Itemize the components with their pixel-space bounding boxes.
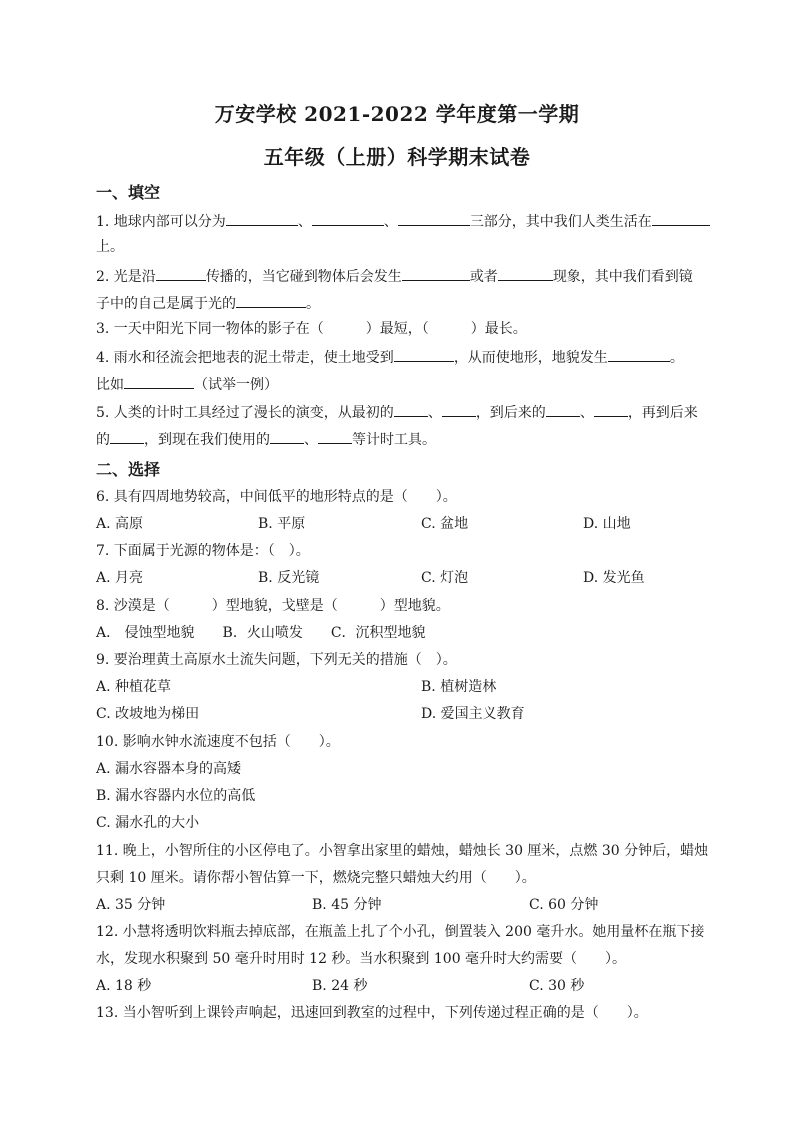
section-fill-heading: 一、填空: [96, 183, 161, 202]
option-b[interactable]: B. 植树造林: [421, 679, 497, 695]
question-4-cont-end: （试举一例）: [194, 377, 278, 393]
option-d[interactable]: D. 爱国主义教育: [421, 706, 525, 722]
question-4-text-2: ，从而使地形，地貌发生: [453, 350, 608, 366]
option-a[interactable]: A. 月亮: [96, 570, 144, 586]
option-c[interactable]: C. 漏水孔的大小: [96, 815, 200, 831]
question-2-cont: [96, 293, 700, 313]
option-c[interactable]: C. 30 秒: [529, 978, 585, 994]
question-12: 12. 小慧将透明饮料瓶去掉底部，在瓶盖上扎了个小孔，倒置装入 200 毫升水。她用量杯在瓶下接: [96, 924, 705, 940]
question-1-cont: 上。: [96, 239, 124, 255]
option-a[interactable]: A. 18 秒: [96, 978, 152, 994]
question-5-cont-text: 的: [96, 432, 110, 448]
question-2-text-2: 传播的，当它碰到物体后会发生: [205, 269, 402, 285]
answer-blank[interactable]: [236, 293, 306, 308]
question-13: 13. 当小智听到上课铃声响起，迅速回到教室的过程中，下列传递过程正确的是（ ）。: [96, 1005, 648, 1021]
page-subtitle: 五年级（上册）科学期末试卷: [263, 145, 531, 169]
option-b[interactable]: B. 平原: [258, 516, 306, 532]
option-c[interactable]: C. 盆地: [421, 516, 469, 532]
option-b[interactable]: B. 反光镜: [258, 570, 320, 586]
question-2-cont-end: 。: [306, 296, 320, 312]
question-5-sep: 、: [427, 405, 442, 421]
answer-blank[interactable]: [402, 266, 470, 281]
question-5-cont-text-2: ，到现在我们使用的: [144, 432, 270, 448]
answer-blank[interactable]: [124, 374, 194, 389]
answer-blank[interactable]: [226, 211, 298, 226]
answer-blank[interactable]: [110, 429, 144, 444]
option-b[interactable]: B. 45 分钟: [312, 897, 382, 913]
answer-blank[interactable]: [394, 347, 454, 362]
page-title: 万安学校 2021-2022 学年度第一学期: [214, 102, 580, 126]
question-2-text-4: 现象，其中我们看到镜: [552, 269, 693, 285]
question-5-cont-end: 等计时工具。: [352, 432, 436, 448]
answer-blank[interactable]: [394, 402, 428, 417]
question-5-cont-sep: 、: [304, 432, 318, 448]
option-c[interactable]: C. 灯泡: [421, 570, 469, 586]
option-d[interactable]: D. 山地: [583, 516, 631, 532]
question-2-text-3: 或者: [469, 269, 498, 285]
question-4-end: 。: [669, 350, 684, 366]
question-5: [96, 402, 700, 422]
answer-blank[interactable]: [594, 402, 628, 417]
answer-blank[interactable]: [608, 347, 670, 362]
question-4-cont: [96, 374, 700, 394]
option-a[interactable]: A. 高原: [96, 516, 144, 532]
option-a[interactable]: A. 种植花草: [96, 679, 172, 695]
question-5-text-3: ，再到后来: [627, 405, 698, 421]
question-10: 10. 影响水钟水流速度不包括（ ）。: [96, 734, 340, 750]
answer-blank[interactable]: [442, 402, 476, 417]
question-4-text: 4. 雨水和径流会把地表的泥土带走，使土地受到: [96, 350, 394, 366]
answer-blank[interactable]: [398, 211, 470, 226]
option-c[interactable]: C. 改坡地为梯田: [96, 706, 200, 722]
question-2-text: 2. 光是沿: [96, 269, 156, 285]
question-7: 7. 下面属于光源的物体是：（ ）。: [96, 543, 310, 559]
answer-blank[interactable]: [156, 266, 206, 281]
answer-blank[interactable]: [546, 402, 580, 417]
question-5-text: 5. 人类的计时工具经过了漫长的演变，从最初的: [96, 405, 394, 421]
question-11: 11. 晚上，小智所住的小区停电了。小智拿出家里的蜡烛，蜡烛长 30 厘米，点燃 30 分钟后，蜡烛: [96, 843, 709, 859]
question-1-text-2: 三部分，其中我们人类生活在: [469, 214, 652, 230]
option-a[interactable]: A. 漏水容器本身的高矮: [96, 761, 242, 777]
answer-blank[interactable]: [270, 429, 304, 444]
question-2-cont-text: 子中的自己是属于光的: [96, 296, 236, 312]
question-2: [96, 266, 700, 286]
question-9: 9. 要治理黄土高原水土流失问题，下列无关的措施（ ）。: [96, 652, 457, 668]
option-b[interactable]: B. 漏水容器内水位的高低: [96, 788, 256, 804]
question-5-cont: [96, 429, 700, 449]
question-4: [96, 347, 700, 367]
question-5-sep: 、: [579, 405, 594, 421]
question-1-text: 1. 地球内部可以分为: [96, 214, 226, 230]
question-6: 6. 具有四周地势较高，中间低平的地形特点的是（ ）。: [96, 489, 457, 505]
option-b[interactable]: B. 24 秒: [312, 978, 368, 994]
answer-blank[interactable]: [312, 211, 384, 226]
question-8: 8. 沙漠是（ ）型地貌，戈壁是（ ）型地貌。: [96, 598, 450, 614]
answer-blank[interactable]: [318, 429, 352, 444]
question-1: [96, 211, 700, 231]
question-3: 3. 一天中阳光下同一物体的影子在（ ）最短，（ ）最长。: [96, 321, 527, 337]
question-12-cont: 水，发现水积聚到 50 毫升时用时 12 秒。当水积聚到 100 毫升时大约需要（ ）。: [96, 951, 627, 967]
option-d[interactable]: D. 发光鱼: [583, 570, 645, 586]
option-c[interactable]: C. 60 分钟: [529, 897, 599, 913]
section-choice-heading: 二、选择: [96, 460, 161, 479]
question-11-cont: 只剩 10 厘米。请你帮小智估算一下，燃烧完整只蜡烛大约用（ ）。: [96, 870, 536, 886]
answer-blank[interactable]: [652, 211, 710, 226]
question-1-sep: 、: [297, 214, 312, 230]
question-8-options[interactable]: A． 侵蚀型地貌 B．火山喷发 C．沉积型地貌: [96, 625, 426, 641]
answer-blank[interactable]: [498, 266, 553, 281]
question-5-text-2: ，到后来的: [475, 405, 546, 421]
question-1-sep: 、: [383, 214, 398, 230]
question-4-cont-text: 比如: [96, 377, 124, 393]
option-a[interactable]: A. 35 分钟: [96, 897, 166, 913]
